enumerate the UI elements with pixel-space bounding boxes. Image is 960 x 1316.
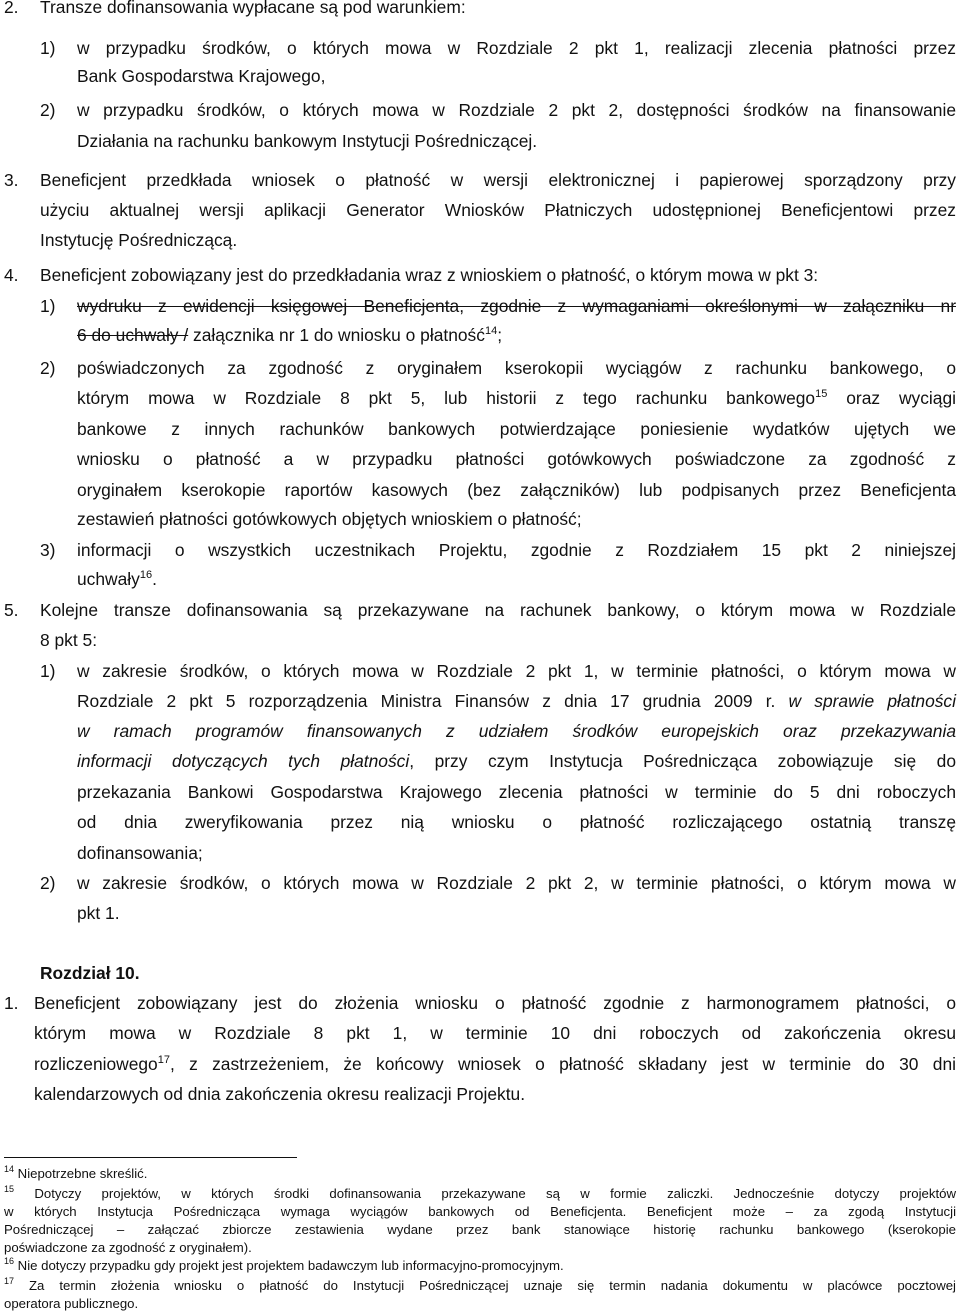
section-5-line-1: Kolejne transze dofinansowania są przekazywane na rachunek bankowy, o którym mowa w Rozdziale xyxy=(40,600,956,620)
footnote-ref: 17 xyxy=(157,1054,170,1066)
section-4-point-1-line-1: wydruku z ewidencji księgowej Beneficjenta, zgodnie z wymaganiami określonymi w załączniku nr xyxy=(77,296,956,316)
section-3-line-2: użyciu aktualnej wersji aplikacji Generator Wniosków Płatniczych udostępnionej Beneficjentowi przez xyxy=(40,200,956,220)
section-5-point-2-line-1: w zakresie środków, o których mowa w Rozdziale 2 pkt 2, w terminie płatności, o którym mowa w xyxy=(77,873,956,893)
footnote-ref: 15 xyxy=(815,388,828,400)
section-5-point-1-line-3: w ramach programów finansowanych z udziałem środków europejskich oraz przekazywania xyxy=(77,721,956,741)
footnote-15-line-3: Pośredniczącej – załączać zbiorcze zestawienia wydane przez bank stanowiące historię rachunku bankowego (kserokopie xyxy=(4,1222,956,1237)
italic-text: informacji dotyczących tych płatności xyxy=(77,751,410,771)
footnote-15-line-4: poświadczone za zgodność z oryginałem). xyxy=(4,1240,252,1255)
section-5-point-1-line-6: od dnia zweryfikowania przez nią wniosku o płatność rozliczającego ostatnią transzę xyxy=(77,812,956,832)
footnote-text: Za termin złożenia wniosku o płatność do Instytucji Pośredniczącej uznaje się termin nadania dokumentu w placówce pocztowej xyxy=(14,1278,956,1293)
italic-text: w sprawie płatności xyxy=(788,691,956,711)
subitem-number: 1) xyxy=(40,38,56,58)
footnote-17-line-2: operatora publicznego. xyxy=(4,1296,139,1311)
section-4-point-2-line-4: wniosku o płatność a w przypadku płatności gotówkowych poświadczone za zgodność z xyxy=(77,449,956,469)
text: załącznika nr 1 do wniosku o płatność xyxy=(188,325,485,345)
item-number: 5. xyxy=(4,600,19,620)
subitem-number: 1) xyxy=(40,661,56,681)
section-2-point-1-line-2: Bank Gospodarstwa Krajowego, xyxy=(77,66,326,86)
chapter-heading: Rozdział 10. xyxy=(40,963,140,983)
footnote-text: Nie dotyczy przypadku gdy projekt jest projektem badawczym lub informacyjno-promocyjnym. xyxy=(14,1258,564,1273)
item-number: 4. xyxy=(4,265,19,285)
section-5-point-1-line-5: przekazania Bankowi Gospodarstwa Krajowego zlecenia płatności w terminie do 5 dni roboczych xyxy=(77,782,956,802)
item-number: 2. xyxy=(4,0,19,17)
footnote-number: 14 xyxy=(4,1164,15,1174)
chapter-10-point-1-line-1: Beneficjent zobowiązany jest do złożenia wniosku o płatność zgodnie z harmonogramem płatności, o xyxy=(34,993,956,1013)
section-4-text: Beneficjent zobowiązany jest do przedkładania wraz z wnioskiem o płatność, o którym mowa w pkt 3: xyxy=(40,265,819,285)
text: rozliczeniowego xyxy=(34,1054,158,1074)
section-4-point-2-line-3: bankowe z innych rachunków bankowych potwierdzające poniesienie wydatków ujętych we xyxy=(77,419,956,439)
item-number: 1. xyxy=(4,993,19,1013)
section-2-point-1-line-1: w przypadku środków, o których mowa w Rozdziale 2 pkt 1, realizacji zlecenia płatności przez xyxy=(77,38,956,58)
section-3-line-1: Beneficjent przedkłada wniosek o płatność w wersji elektronicznej i papierowej sporządzony przy xyxy=(40,170,956,190)
section-4-point-3-line-2 xyxy=(77,568,157,590)
section-3-line-3: Instytucję Pośredniczącą. xyxy=(40,230,238,250)
subitem-number: 3) xyxy=(40,540,56,560)
section-4-point-2-line-1: poświadczonych za zgodność z oryginałem kserokopii wyciągów z rachunku bankowego, o xyxy=(77,358,956,378)
footnote-16 xyxy=(4,1257,564,1274)
section-2-point-2-line-1: w przypadku środków, o których mowa w Rozdziale 2 pkt 2, dostępności środków na finansowanie xyxy=(77,100,956,120)
footnote-text: Niepotrzebne skreślić. xyxy=(14,1166,148,1181)
section-5-point-1-line-2 xyxy=(77,690,956,712)
section-5-point-2-line-2: pkt 1. xyxy=(77,903,120,923)
item-number: 3. xyxy=(4,170,19,190)
chapter-10-point-1-line-3 xyxy=(34,1053,956,1075)
footnote-number: 17 xyxy=(4,1276,15,1286)
text: oraz wyciągi xyxy=(827,388,957,408)
struck-text: 6 do uchwały / xyxy=(77,325,189,345)
chapter-10-point-1-line-2: którym mowa w Rozdziale 8 pkt 1, w terminie 10 dni roboczych od zakończenia okresu xyxy=(34,1023,956,1043)
section-5-point-1-line-7: dofinansowania; xyxy=(77,843,203,863)
section-4-point-1-line-2 xyxy=(77,324,502,346)
text: . xyxy=(152,569,157,589)
section-4-point-2-line-2 xyxy=(77,387,956,409)
subitem-number: 2) xyxy=(40,100,56,120)
text: uchwały xyxy=(77,569,140,589)
section-5-point-1-line-1: w zakresie środków, o których mowa w Rozdziale 2 pkt 1, w terminie płatności, o którym mowa w xyxy=(77,661,956,681)
section-4-point-2-line-5: oryginałem kserokopie raportów kasowych (bez załączników) lub podpisanych przez Beneficjenta xyxy=(77,480,956,500)
section-2-point-2-line-2: Działania na rachunku bankowym Instytucji Pośredniczącej. xyxy=(77,131,538,151)
section-5-point-1-line-4 xyxy=(77,750,956,772)
section-4-point-3-line-1: informacji o wszystkich uczestnikach Projektu, zgodnie z Rozdziałem 15 pkt 2 niniejszej xyxy=(77,540,956,560)
text: ; xyxy=(497,325,503,345)
footnote-separator xyxy=(4,1157,297,1158)
footnote-number: 16 xyxy=(4,1256,15,1266)
footnote-14 xyxy=(4,1165,147,1182)
text: Rozdziale 2 pkt 5 rozporządzenia Ministra Finansów z dnia 17 grudnia 2009 r. xyxy=(77,691,789,711)
section-5-line-2: 8 pkt 5: xyxy=(40,630,98,650)
footnote-number: 15 xyxy=(4,1184,15,1194)
subitem-number: 1) xyxy=(40,296,56,316)
footnote-text: Dotyczy projektów, w których środki dofinansowania przekazywane są w formie zaliczki. Jednocześnie dotyczy projektów xyxy=(14,1186,956,1201)
text: , przy czym Instytucja Pośrednicząca zobowiązuje się do xyxy=(409,751,957,771)
section-4-point-2-line-6: zestawień płatności gotówkowych objętych wnioskiem o płatność; xyxy=(77,509,582,529)
text: którym mowa w Rozdziale 8 pkt 5, lub historii z tego rachunku bankowego xyxy=(77,388,816,408)
footnote-ref: 14 xyxy=(484,325,498,337)
footnote-15-line-1 xyxy=(4,1185,956,1202)
footnote-15-line-2: w których Instytucja Pośrednicząca wymaga wyciągów bankowych od Beneficjenta. Beneficjent może – za zgodą Instytucji xyxy=(4,1204,956,1219)
footnote-ref: 16 xyxy=(139,569,153,581)
subitem-number: 2) xyxy=(40,358,56,378)
footnote-17-line-1 xyxy=(4,1277,956,1294)
chapter-10-point-1-line-4: kalendarzowych od dnia zakończenia okresu realizacji Projektu. xyxy=(34,1084,526,1104)
text: , z zastrzeżeniem, że końcowy wniosek o płatność składany jest w terminie do 30 dni xyxy=(169,1054,956,1074)
section-2-text: Transze dofinansowania wypłacane są pod warunkiem: xyxy=(40,0,466,17)
subitem-number: 2) xyxy=(40,873,56,893)
